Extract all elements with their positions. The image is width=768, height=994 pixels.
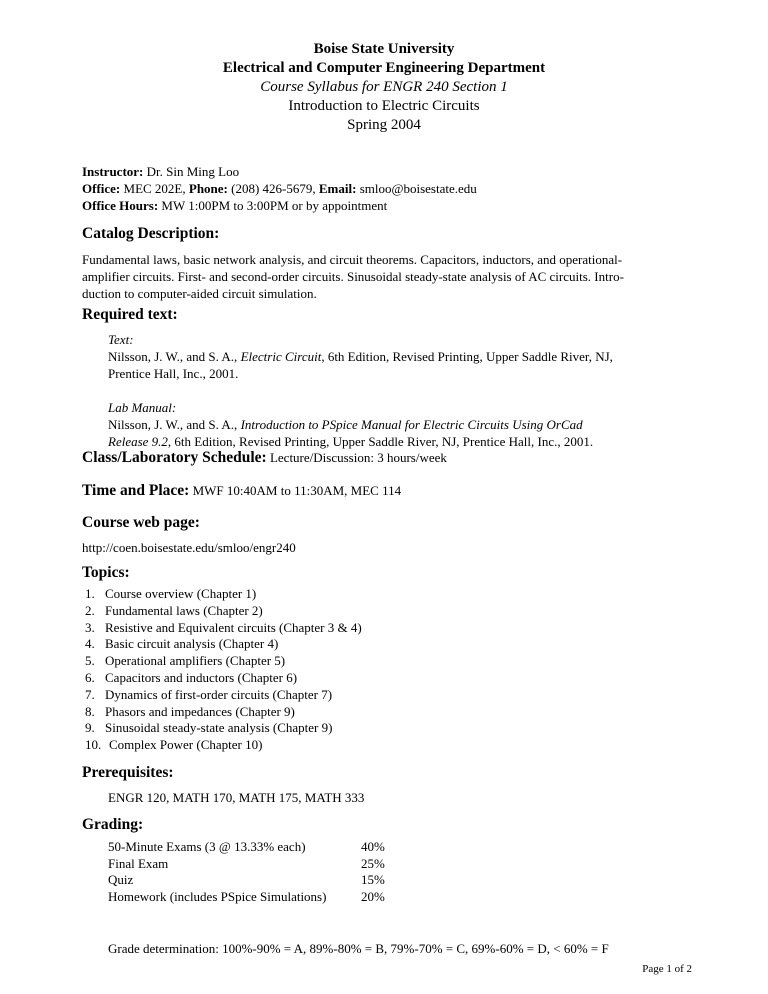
topic-number: 3. [85,619,95,635]
catalog-description [82,251,624,302]
office-label: Office: [82,181,121,196]
grading-item: 50-Minute Exams (3 @ 13.33% each) [108,839,306,854]
topic-text: Basic circuit analysis (Chapter 4) [105,636,279,652]
topic-number: 1. [85,586,95,601]
list-item [85,603,362,620]
instructor-info [82,163,477,214]
lab-citation-rest: , 6th Edition, Revised Printing, Upper Saddle River, NJ, Prentice Hall, Inc., 2001. [167,434,594,449]
text-citation-authors: Nilsson, J. W., and S. A., [108,349,241,364]
catalog-line: Fundamental laws, basic network analysis, and circuit theorems. Capacitors, inductors, and operational- [82,252,623,267]
office-hours-label: Office Hours: [82,198,159,213]
syllabus-title: Course Syllabus for ENGR 240 Section 1 [260,79,508,95]
grade-determination: Grade determination: 100%-90% = A, 89%-80% = B, 79%-70% = C, 69%-60% = D, < 60% = F [108,941,609,956]
time-place-line [82,482,401,500]
list-item [85,636,362,653]
text-book-title: Electric Circuit [240,349,322,364]
topic-text: Operational amplifiers (Chapter 5) [105,653,286,669]
grading-item: Quiz [108,872,134,887]
topic-number: 9. [85,720,95,736]
web-page-heading: Course web page: [82,514,200,531]
list-item [85,653,362,670]
list-item [85,720,362,737]
lab-citation-authors: Nilsson, J. W., and S. A., [108,417,241,432]
list-item [85,704,362,721]
table-row [108,889,385,906]
topic-number: 4. [85,636,95,652]
document-header [0,40,768,135]
page-number: Page 1 of 2 [642,963,692,975]
grading-table [108,839,385,905]
list-item [85,737,362,754]
catalog-line: amplifier circuits. First- and second-order circuits. Sinusoidal steady-state analysis of AC circuits. Intro- [82,269,624,284]
grading-item: Final Exam [108,855,169,871]
prerequisites-value: ENGR 120, MATH 170, MATH 175, MATH 333 [108,790,365,805]
grading-heading: Grading: [82,816,144,833]
topic-text: Resistive and Equivalent circuits (Chapter 3 & 4) [105,619,362,635]
grading-weight: 40% [361,839,385,854]
instructor-label: Instructor: [82,164,144,179]
table-row [108,872,385,889]
table-row [108,856,385,873]
university-name: Boise State University [313,41,455,57]
catalog-heading: Catalog Description: [82,225,220,242]
term: Spring 2004 [347,117,421,133]
topic-text: Course overview (Chapter 1) [105,586,257,601]
topic-text: Sinusoidal steady-state analysis (Chapter 9) [105,720,333,736]
topic-text: Complex Power (Chapter 10) [109,737,263,753]
prerequisites-heading: Prerequisites: [82,764,174,781]
topic-number: 8. [85,703,95,719]
list-item [85,586,362,603]
time-place-value: MWF 10:40AM to 11:30AM, MEC 114 [189,483,402,498]
grading-weight: 25% [361,855,385,871]
list-item [85,670,362,687]
text-citation-publisher: Prentice Hall, Inc., 2001. [108,366,239,381]
topic-number: 5. [85,653,95,669]
course-title: Introduction to Electric Circuits [288,98,480,114]
phone-label: Phone: [188,181,228,196]
department-name: Electrical and Computer Engineering Department [222,60,546,76]
list-item [85,620,362,637]
grading-item: Homework (includes PSpice Simulations) [108,888,327,904]
topic-text: Capacitors and inductors (Chapter 6) [105,669,298,685]
grading-weight: 15% [361,872,385,887]
topics-heading: Topics: [82,564,130,581]
office-value: MEC 202E, [120,181,189,196]
course-web-url[interactable]: http://coen.boisestate.edu/smloo/engr240 [82,540,296,555]
topic-text: Fundamental laws (Chapter 2) [105,602,263,618]
topic-number: 2. [85,602,95,618]
schedule-value: Lecture/Discussion: 3 hours/week [266,450,447,465]
text-label: Text: [108,332,134,347]
email-value: smloo@boisestate.edu [356,181,477,196]
topic-number: 7. [85,686,95,702]
grading-weight: 20% [361,888,385,904]
office-hours-value: MW 1:00PM to 3:00PM or by appointment [158,198,388,213]
required-text-heading: Required text: [82,306,178,323]
topics-list [85,586,362,754]
lab-manual-release: Release 9.2 [108,434,168,449]
topic-number: 10. [85,737,102,753]
topic-text: Phasors and impedances (Chapter 9) [105,703,295,719]
topic-number: 6. [85,669,95,685]
table-row [108,839,385,856]
lab-manual-title: Introduction to PSpice Manual for Electric Circuits Using OrCad [240,417,583,432]
time-place-heading: Time and Place: [82,482,190,499]
required-text-block [108,331,613,450]
phone-value: (208) 426-5679, [227,181,319,196]
schedule-line [82,449,447,467]
topic-text: Dynamics of first-order circuits (Chapter 7) [105,686,333,702]
schedule-heading: Class/Laboratory Schedule: [82,449,267,466]
text-citation-rest: , 6th Edition, Revised Printing, Upper Saddle River, NJ, [321,349,613,364]
instructor-name: Dr. Sin Ming Loo [143,164,240,179]
lab-manual-label: Lab Manual: [108,400,177,415]
catalog-line: duction to computer-aided circuit simulation. [82,286,317,301]
list-item [85,687,362,704]
email-label: Email: [318,181,357,196]
